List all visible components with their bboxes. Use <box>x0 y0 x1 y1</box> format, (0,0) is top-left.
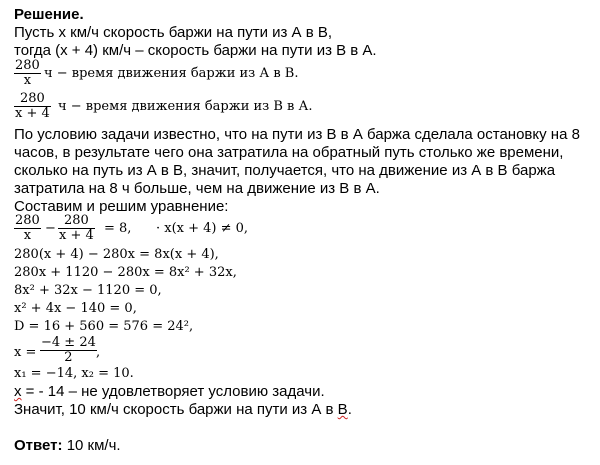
fraction-numerator: 280 <box>15 58 40 73</box>
conclusion-line-1-text: = - 14 – не удовлетворяет условию задачи. <box>21 383 325 400</box>
root-comma: , <box>96 345 101 360</box>
fraction-numerator: 280 <box>58 214 95 229</box>
solution-heading: Решение. <box>14 6 84 23</box>
answer-label: Ответ: <box>14 437 63 454</box>
step-4: x² + 4x − 140 = 0, <box>14 301 137 316</box>
fraction-time-ba <box>14 92 51 121</box>
equation-rhs: = 8, <box>104 221 132 236</box>
equation-fraction-a <box>14 214 41 243</box>
spellcheck-x: х <box>14 383 22 400</box>
fraction-time-ab <box>14 59 41 88</box>
answer-line <box>14 437 121 454</box>
condition-line-5: Составим и решим уравнение: <box>14 198 229 215</box>
condition-line-4: затратила на 8 ч больше, чем на движение из В в А. <box>14 180 380 197</box>
fraction-denominator: x + 4 <box>59 228 94 243</box>
conclusion-dot: . <box>347 401 352 418</box>
conclusion-line-2 <box>14 401 352 418</box>
fraction-numerator: 280 <box>15 213 40 228</box>
fraction-denominator: x <box>23 73 32 88</box>
conclusion-line-2-text: Значит, 10 км/ч скорость баржи на пути из А в <box>14 401 338 418</box>
answer-value: 10 км/ч. <box>62 437 121 454</box>
fraction-denominator: x <box>23 228 32 243</box>
step-2: 280x + 1120 − 280x = 8x² + 32x, <box>14 265 237 280</box>
condition-line-1: По условию задачи известно, что на пути из В в А баржа сделала остановку на 8 <box>14 126 580 143</box>
spellcheck-b: В <box>337 401 348 418</box>
equation-multiplier: · x(x + 4) ≠ 0, <box>156 221 249 236</box>
condition-line-2: часов, в результате чего она затратила на обратный путь столько же времени, <box>14 144 564 161</box>
equation-minus: − <box>45 221 56 236</box>
root-fraction <box>40 336 97 365</box>
step-1: 280(x + 4) − 280x = 8x(x + 4), <box>14 247 219 262</box>
fraction-numerator: 280 <box>14 92 51 107</box>
roots-values: x₁ = −14, x₂ = 10. <box>14 366 134 381</box>
time-ab-text: ч − время движения баржи из А в В. <box>44 66 299 81</box>
time-ba-text: ч − время движения баржи из В в А. <box>58 99 313 114</box>
text-line-1: Пусть х км/ч скорость баржи на пути из А в В, <box>14 24 333 41</box>
fraction-denominator: x + 4 <box>15 106 50 121</box>
fraction-denominator: 2 <box>64 350 73 365</box>
root-lhs: x = <box>14 345 37 360</box>
conclusion-line-1 <box>14 383 325 400</box>
condition-line-3: сколько на путь из А в В, значит, получается, что на движение из А в В баржа <box>14 162 556 179</box>
text-line-2: тогда (х + 4) км/ч – скорость баржи на пути из В в А. <box>14 42 377 59</box>
fraction-numerator: −4 ± 24 <box>41 335 96 350</box>
step-3: 8x² + 32x − 1120 = 0, <box>14 283 162 298</box>
step-5-discriminant: D = 16 + 560 = 576 = 24², <box>14 319 194 334</box>
equation-fraction-b <box>58 214 95 243</box>
